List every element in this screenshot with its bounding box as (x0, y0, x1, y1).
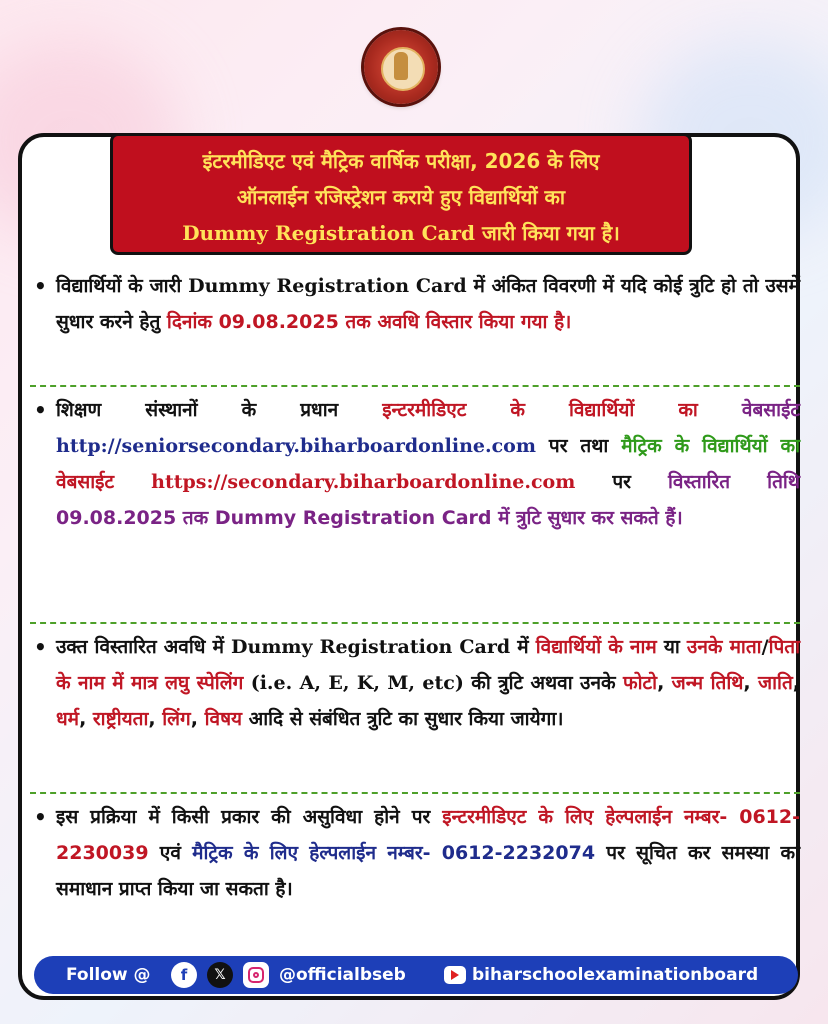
facebook-icon[interactable]: f (171, 962, 197, 988)
text: पिता के नाम में मात्र लघु स्पेलिंग (56, 636, 801, 694)
social-handle[interactable]: @officialbseb (279, 965, 406, 985)
text: , (190, 708, 205, 730)
banner-line-1: इंटरमीडिएट एवं मैट्रिक वार्षिक परीक्षा, 2026 के लिए (202, 149, 600, 173)
x-icon[interactable]: 𝕏 (207, 962, 233, 988)
banner-line-3-rest: जारी किया गया है। (475, 221, 620, 245)
banner-card-name: Dummy Registration Card (182, 221, 475, 245)
text: जाति (758, 672, 793, 694)
bullet: • (34, 274, 47, 298)
instagram-icon[interactable] (243, 962, 269, 988)
intermediate-helpline: इन्टरमीडिएट के लिए हेल्पलाईन नम्बर- 0612-2230039 (56, 806, 800, 864)
youtube-icon[interactable] (444, 966, 466, 984)
bullet: • (34, 805, 47, 829)
text: शिक्षण संस्थानों के प्रधान (56, 399, 383, 421)
notice-point-2 (30, 392, 800, 536)
text: विषय (204, 708, 243, 730)
banner-line-3 (113, 215, 689, 251)
text: उक्त विस्तारित अवधि में (56, 636, 232, 658)
text: इन्टरमीडिएट के विद्यार्थियों का (382, 399, 698, 421)
bseb-logo (364, 30, 438, 104)
text: Dummy Registration Card (188, 275, 467, 297)
text: में (510, 636, 536, 658)
text: , (743, 672, 758, 694)
banner-line-2: ऑनलाईन रजिस्ट्रेशन कराये हुए विद्यार्थियों का (236, 185, 566, 209)
text: पर तथा (535, 435, 622, 457)
point-4-text (56, 799, 800, 907)
section-divider (30, 622, 800, 624)
section-divider (30, 385, 800, 387)
text: विद्यार्थियों के नाम (535, 636, 657, 658)
text: (i.e. A, E, K, M, etc) की त्रुटि अथवा उनके (243, 672, 623, 694)
text: या (656, 636, 687, 658)
text: में अंकित विवरणी में यदि कोई त्रुटि हो तो उसमें सुधार करने हेतु (56, 275, 801, 333)
point-1-text (56, 268, 800, 340)
bullet: • (34, 635, 47, 659)
text: विस्तारित तिथि 09.08.2025 तक Dummy Registration Card में त्रुटि सुधार कर सकते हैं। (56, 471, 800, 529)
notice-point-4 (30, 799, 800, 907)
text: विद्यार्थियों के जारी (56, 275, 189, 297)
point-2-text (56, 392, 800, 536)
notice-banner (110, 133, 692, 255)
text: Dummy Registration Card (231, 636, 511, 658)
text: आदि से संबंधित त्रुटि का सुधार किया जायेगा। (242, 708, 564, 730)
text: राष्ट्रीयता (92, 708, 149, 730)
text: पर सूचित कर समस्या का समाधान प्राप्त किया जा सकता है। (56, 842, 800, 900)
text: , (148, 708, 163, 730)
text (698, 399, 742, 421)
text: / (761, 636, 769, 658)
text: जन्म तिथि (671, 672, 744, 694)
follow-label: Follow @ (66, 965, 151, 985)
notice-point-1 (30, 268, 800, 340)
text: धर्म (56, 708, 80, 730)
matric-website-link[interactable]: https://secondary.biharboardonline.com (151, 471, 576, 493)
text: , (79, 708, 93, 730)
text: वेबसाईट (56, 471, 115, 493)
text: इस प्रक्रिया में किसी प्रकार की असुविधा होने पर (56, 806, 443, 828)
text: , (792, 672, 800, 694)
intermediate-website-link[interactable]: http://seniorsecondary.biharboardonline.com (56, 435, 536, 457)
notice-point-3 (30, 629, 800, 737)
matric-helpline: मैट्रिक के लिए हेल्पलाईन नम्बर- 0612-2232074 (192, 842, 596, 864)
text: पर (575, 471, 668, 493)
point-3-text (56, 629, 800, 737)
social-footer (34, 956, 798, 994)
text: एवं (148, 842, 193, 864)
text: उनके माता (686, 636, 762, 658)
youtube-handle[interactable]: biharschoolexaminationboard (472, 965, 759, 985)
text: मैट्रिक के विद्यार्थियों का (621, 435, 800, 457)
text: , (657, 672, 672, 694)
text: वेबसाईट (741, 399, 800, 421)
section-divider (30, 792, 800, 794)
text: लिंग (162, 708, 191, 730)
bullet: • (34, 398, 47, 422)
deadline-text: दिनांक 09.08.2025 तक अवधि विस्तार किया गया है। (166, 311, 572, 333)
text: फोटो (622, 672, 658, 694)
logo-figure (394, 52, 408, 80)
